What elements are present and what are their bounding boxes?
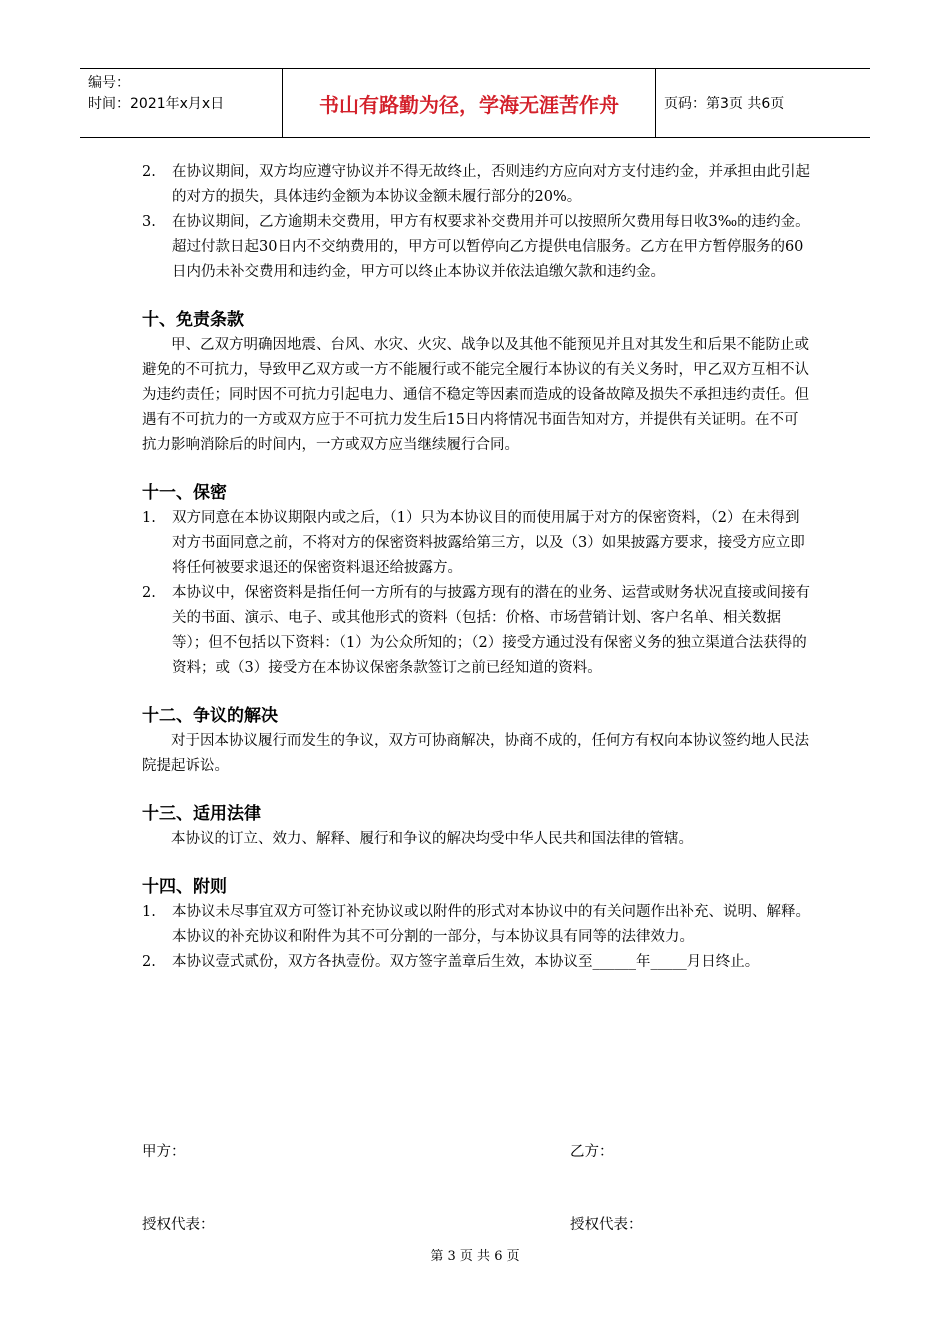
clause-text: 双方同意在本协议期限内或之后，（1）只为本协议目的而使用属于对方的保密资料，（2）在未得到对方书面同意之前，不将对方的保密资料披露给第三方，以及（3）如果披露方要求，接受方应立即将任何被要求退还的保密资料退还给披露方。 <box>172 510 805 576</box>
clause-number: 2. <box>142 164 156 180</box>
clause-text: 在协议期间，乙方逾期未交费用，甲方有权要求补交费用并可以按照所欠费用每日收3‰的违约金。超过付款日起30日内不交纳费用的，甲方可以暂停向乙方提供电信服务。乙方在甲方暂停服务的60日内仍未补交费用和违约金，甲方可以终止本协议并依法追缴欠款和违约金。 <box>172 214 810 280</box>
clause-item <box>142 581 810 681</box>
party-b-label: 乙方： <box>570 1144 614 1160</box>
section-heading: 十一、保密 <box>142 483 227 503</box>
page-footer: 第 3 页 共 6 页 <box>430 1249 520 1264</box>
party-b-representative-label: 授权代表： <box>570 1217 643 1233</box>
document-header <box>80 68 870 138</box>
section-paragraph: 本协议的订立、效力、解释、履行和争议的解决均受中华人民共和国法律的管辖。 <box>171 831 693 847</box>
clause-item <box>142 506 810 581</box>
clause-item <box>142 900 810 950</box>
header-page-info: 页码：第3页 共6页 <box>664 96 785 112</box>
clause-item <box>142 950 810 975</box>
section-paragraph: 对于因本协议履行而发生的争议，双方可协商解决，协商不成的，任何方有权向本协议签约地人民法院提起诉讼。 <box>142 733 809 774</box>
section-heading: 十四、附则 <box>142 877 227 897</box>
number-label: 编号： <box>88 75 130 91</box>
document-body <box>142 160 810 975</box>
clause-number: 2. <box>142 954 156 970</box>
clause-item <box>142 160 810 210</box>
section-paragraph: 甲、乙双方明确因地震、台风、水灾、火灾、战争以及其他不能预见并且对其发生和后果不能防止或避免的不可抗力，导致甲乙双方或一方不能履行或不能完全履行本协议的有关义务时，甲乙双方互相不认为违约责任；同时因不可抗力引起电力、通信不稳定等因素而造成的设备故障及损失不承担违约责任。但遇有不可抗力的一方或双方应于不可抗力发生后15日内将情况书面告知对方，并提供有关证明。在不可抗力影响消除后的时间内，一方或双方应当继续履行合同。 <box>142 337 809 453</box>
party-a-representative-label: 授权代表： <box>142 1217 215 1233</box>
clause-text: 在协议期间，双方均应遵守协议并不得无故终止，否则违约方应向对方支付违约金，并承担由此引起的对方的损失，具体违约金额为本协议金额未履行部分的20%。 <box>172 164 810 205</box>
clause-number: 1. <box>142 510 156 526</box>
clause-number: 1. <box>142 904 156 920</box>
date-label: 时间：2021年x月x日 <box>88 96 225 112</box>
header-motto: 书山有路勤为径，学海无涯苦作舟 <box>282 69 656 137</box>
header-meta <box>80 69 282 137</box>
clause-text: 本协议未尽事宜双方可签订补充协议或以附件的形式对本协议中的有关问题作出补充、说明、解释。本协议的补充协议和附件为其不可分割的一部分，与本协议具有同等的法律效力。 <box>172 904 810 945</box>
clause-item <box>142 210 810 285</box>
section-heading: 十三、适用法律 <box>142 804 261 824</box>
party-a-label: 甲方： <box>142 1144 186 1160</box>
section-heading: 十、免责条款 <box>142 310 244 330</box>
clause-text: 本协议中，保密资料是指任何一方所有的与披露方现有的潜在的业务、运营或财务状况直接或间接有关的书面、演示、电子、或其他形式的资料（包括：价格、市场营销计划、客户名单、相关数据等）；但不包括以下资料：（1）为公众所知的；（2）接受方通过没有保密义务的独立渠道合法获得的资料；或（3）接受方在本协议保密条款签订之前已经知道的资料。 <box>172 585 810 676</box>
clause-number: 2. <box>142 585 156 601</box>
clause-number: 3. <box>142 214 156 230</box>
clause-text: 本协议壹式贰份，双方各执壹份。双方签字盖章后生效，本协议至______年_____月日终止。 <box>172 954 760 970</box>
section-heading: 十二、争议的解决 <box>142 706 278 726</box>
